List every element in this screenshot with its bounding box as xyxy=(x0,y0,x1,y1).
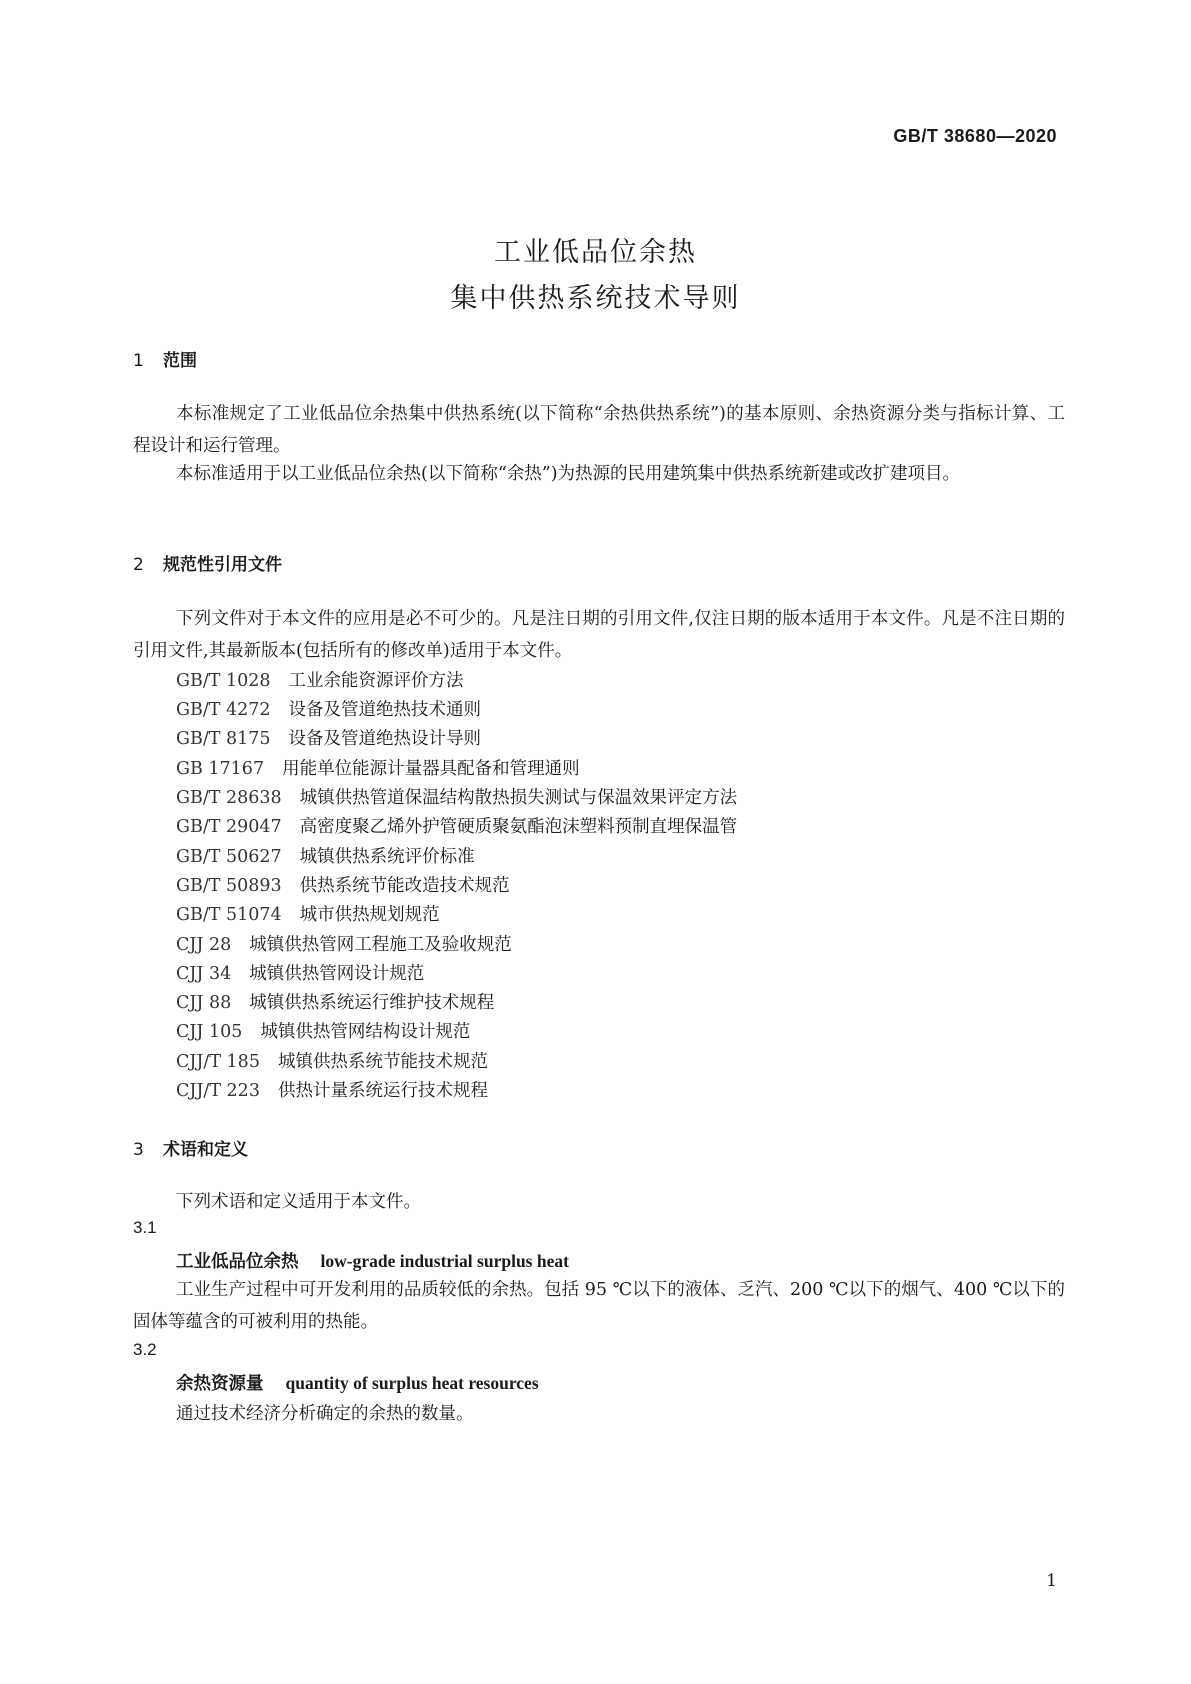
reference-code: GB/T 1028 xyxy=(176,671,271,691)
term-number: 3.2 xyxy=(133,1340,157,1359)
reference-item xyxy=(176,784,737,809)
reference-item xyxy=(176,696,481,721)
reference-code: GB/T 50893 xyxy=(176,876,282,896)
reference-title: 设备及管道绝热设计导则 xyxy=(288,729,482,749)
section3-heading xyxy=(133,1135,248,1160)
section1-paragraph-2: 本标准适用于以工业低品位余热(以下简称“余热”)为热源的民用建筑集中供热系统新建或改扩建项目。 xyxy=(176,464,961,484)
reference-code: CJJ 105 xyxy=(176,1022,243,1042)
section-title: 术语和定义 xyxy=(163,1140,248,1160)
reference-item xyxy=(176,843,475,868)
reference-item xyxy=(176,755,580,780)
reference-title: 城镇供热系统节能技术规范 xyxy=(277,1052,488,1072)
reference-item xyxy=(176,813,737,838)
term-heading xyxy=(176,1370,539,1395)
term-zh: 余热资源量 xyxy=(176,1374,264,1394)
reference-item xyxy=(176,725,481,750)
reference-code: CJJ 34 xyxy=(176,964,232,984)
reference-title: 城镇供热管道保温结构散热损失测试与保温效果评定方法 xyxy=(299,788,738,808)
reference-item xyxy=(176,1048,488,1073)
reference-item xyxy=(176,872,510,897)
term-definition: 工业生产过程中可开发利用的品质较低的余热。包括 95 ℃以下的液体、乏汽、200 ℃以下的烟气、400 ℃以下的固体等蕴含的可被利用的热能。 xyxy=(133,1280,1065,1332)
reference-title: 设备及管道绝热技术通则 xyxy=(288,700,482,720)
reference-code: GB/T 4272 xyxy=(176,700,271,720)
term-heading xyxy=(176,1248,569,1273)
reference-title: 工业余能资源评价方法 xyxy=(288,671,464,691)
reference-code: CJJ/T 223 xyxy=(176,1081,260,1101)
reference-code: CJJ 88 xyxy=(176,993,232,1013)
reference-item xyxy=(176,989,494,1014)
standard-code: GB/T 38680—2020 xyxy=(893,126,1057,146)
reference-title: 用能单位能源计量器具配备和管理通则 xyxy=(282,759,580,779)
term-en: low-grade industrial surplus heat xyxy=(320,1251,569,1271)
reference-code: GB/T 51074 xyxy=(176,905,282,925)
section-title: 范围 xyxy=(163,351,197,371)
reference-item xyxy=(176,931,512,956)
reference-code: GB/T 8175 xyxy=(176,729,271,749)
term-number: 3.1 xyxy=(133,1218,157,1237)
reference-title: 城市供热规划规范 xyxy=(299,905,440,925)
reference-item xyxy=(176,1018,470,1043)
reference-title: 供热计量系统运行技术规程 xyxy=(277,1081,488,1101)
section2-intro: 下列文件对于本文件的应用是必不可少的。凡是注日期的引用文件,仅注日期的版本适用于本文件。凡是不注日期的引用文件,其最新版本(包括所有的修改单)适用于本文件。 xyxy=(133,609,1065,661)
reference-code: CJJ/T 185 xyxy=(176,1052,260,1072)
reference-code: GB/T 28638 xyxy=(176,788,282,808)
reference-title: 城镇供热管网结构设计规范 xyxy=(260,1022,471,1042)
reference-title: 城镇供热系统评价标准 xyxy=(299,847,475,867)
reference-item xyxy=(176,901,440,926)
term-en: quantity of surplus heat resources xyxy=(285,1373,539,1393)
term-definition: 通过技术经济分析确定的余热的数量。 xyxy=(176,1404,474,1424)
document-title-line2: 集中供热系统技术导则 xyxy=(450,283,741,314)
section-title: 规范性引用文件 xyxy=(163,555,282,575)
reference-code: GB/T 29047 xyxy=(176,817,282,837)
section-number: 1 xyxy=(133,351,144,371)
reference-title: 供热系统节能改造技术规范 xyxy=(299,876,510,896)
term-zh: 工业低品位余热 xyxy=(176,1252,299,1272)
reference-item xyxy=(176,667,464,692)
reference-title: 城镇供热管网工程施工及验收规范 xyxy=(249,935,512,955)
reference-item xyxy=(176,1077,488,1102)
reference-item xyxy=(176,960,424,985)
reference-title: 高密度聚乙烯外护管硬质聚氨酯泡沫塑料预制直埋保温管 xyxy=(299,817,738,837)
section2-heading xyxy=(133,550,282,575)
section-number: 2 xyxy=(133,555,144,575)
page-number: 1 xyxy=(1046,1571,1057,1591)
reference-title: 城镇供热系统运行维护技术规程 xyxy=(249,993,495,1013)
reference-code: GB/T 50627 xyxy=(176,847,282,867)
section3-intro: 下列术语和定义适用于本文件。 xyxy=(176,1192,421,1212)
reference-title: 城镇供热管网设计规范 xyxy=(249,964,425,984)
reference-code: GB 17167 xyxy=(176,759,265,779)
section1-paragraph-1: 本标准规定了工业低品位余热集中供热系统(以下简称“余热供热系统”)的基本原则、余热资源分类与指标计算、工程设计和运行管理。 xyxy=(133,404,1065,456)
section-number: 3 xyxy=(133,1140,144,1160)
document-title-line1: 工业低品位余热 xyxy=(494,237,697,268)
reference-code: CJJ 28 xyxy=(176,935,232,955)
section1-heading xyxy=(133,346,197,371)
